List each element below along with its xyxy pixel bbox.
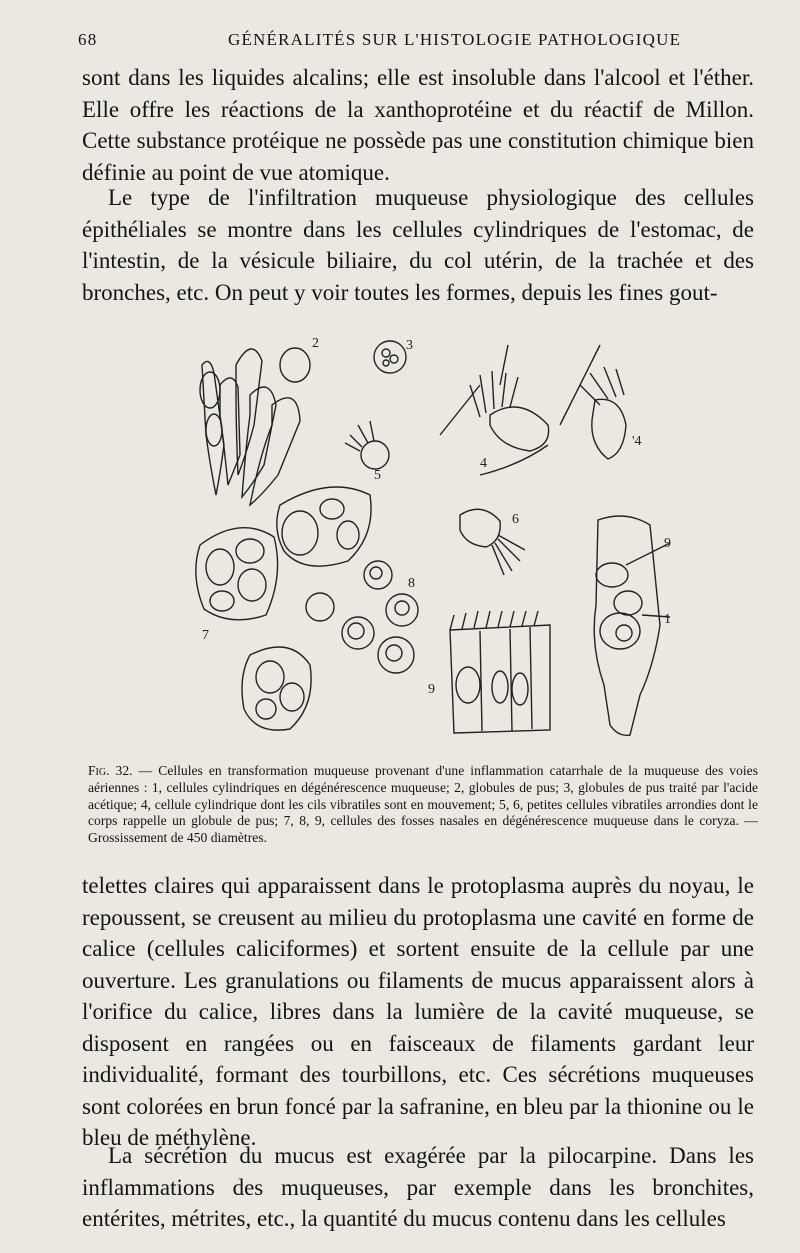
paragraph-bottom-1 xyxy=(82,870,754,1154)
figure-caption-text: — Cellules en transformation muqueuse provenant d'une inflammation catarrhale de la muqueuse des voies aériennes : 1, cellules cylindriques en dégénérescence muqueuse; 2, globules de pus; 3, globules de pus traité par l'acide acétique; 4, cellule cylindrique dont les cils vibratiles sont en mouvement; 5, 6, petites cellules vibratiles arrondies dont le corps rappelle un globule de pus; 7, 8, 9, cellules des fosses nasales en dégénérescence muqueuse dans le coryza. — Grossissement de 450 diamètres. xyxy=(88,763,758,846)
figure-caption-label: Fig. 32. xyxy=(88,763,133,778)
figure-label: 8 xyxy=(408,576,415,591)
paragraph-text: La sécrétion du mucus est exagérée par la pilocarpine. Dans les inflammations des muqueuses, par exemple dans les bronchites, entérites, métrites, etc., la quantité du mucus contenu dans les cellules xyxy=(82,1143,754,1231)
paragraph-text: sont dans les liquides alcalins; elle est insoluble dans l'alcool et l'éther. Elle offre les réactions de la xanthoprotéine et du réactif de Millon. Cette substance protéique ne possède pas une constitution chimique bien définie au point de vue atomique. xyxy=(82,65,754,185)
cylindrical-cell-shape xyxy=(202,361,224,495)
paragraph-text: telettes claires qui apparaissent dans le protoplasma auprès du noyau, le repoussent, se creusent au milieu du protoplasma une cavité en forme de calice (cellules caliciformes) et sortent ensuite de la cellule par une ouverture. Les granulations ou filaments de mucus apparaissent alors à l'orifice du calice, libres dans la lumière de la cavité muqueuse, se disposent en rangées ou en faisceaux de filaments gardant leur individualité, formant des tourbillons, etc. Ces sécrétions muqueuses sont colorées en brun foncé par la safranine, en bleu par la thionine ou le bleu de méthylène. xyxy=(82,873,754,1150)
figure-label: 4 xyxy=(480,456,487,471)
histology-drawing xyxy=(180,325,680,750)
figure-label: 9 xyxy=(428,682,435,697)
page-number: 68 xyxy=(78,30,98,49)
figure-label: 9 xyxy=(664,536,671,551)
running-title: GÉNÉRALITÉS SUR L'HISTOLOGIE PATHOLOGIQUE xyxy=(228,30,682,49)
figure-label: 6 xyxy=(512,512,519,527)
figure-label: 2 xyxy=(312,336,319,351)
paragraph-top-2 xyxy=(82,182,754,308)
figure-label: 1 xyxy=(664,612,671,627)
figure-label: 7 xyxy=(202,628,209,643)
figure-32-illustration xyxy=(180,325,680,750)
paragraph-bottom-2 xyxy=(82,1140,754,1235)
page-header xyxy=(78,30,745,54)
figure-caption xyxy=(88,763,758,847)
figure-label: '4 xyxy=(632,434,642,449)
paragraph-top-1 xyxy=(82,62,754,188)
figure-label: 5 xyxy=(374,468,381,483)
paragraph-text: Le type de l'infiltration muqueuse physiologique des cellules épithéliales se montre dans les cellules cylindriques de l'estomac, de l'intestin, de la vésicule biliaire, du col utérin, de la trachée et des bronches, etc. On peut y voir toutes les formes, depuis les fines gout- xyxy=(82,185,754,305)
figure-label: 3 xyxy=(406,338,413,353)
